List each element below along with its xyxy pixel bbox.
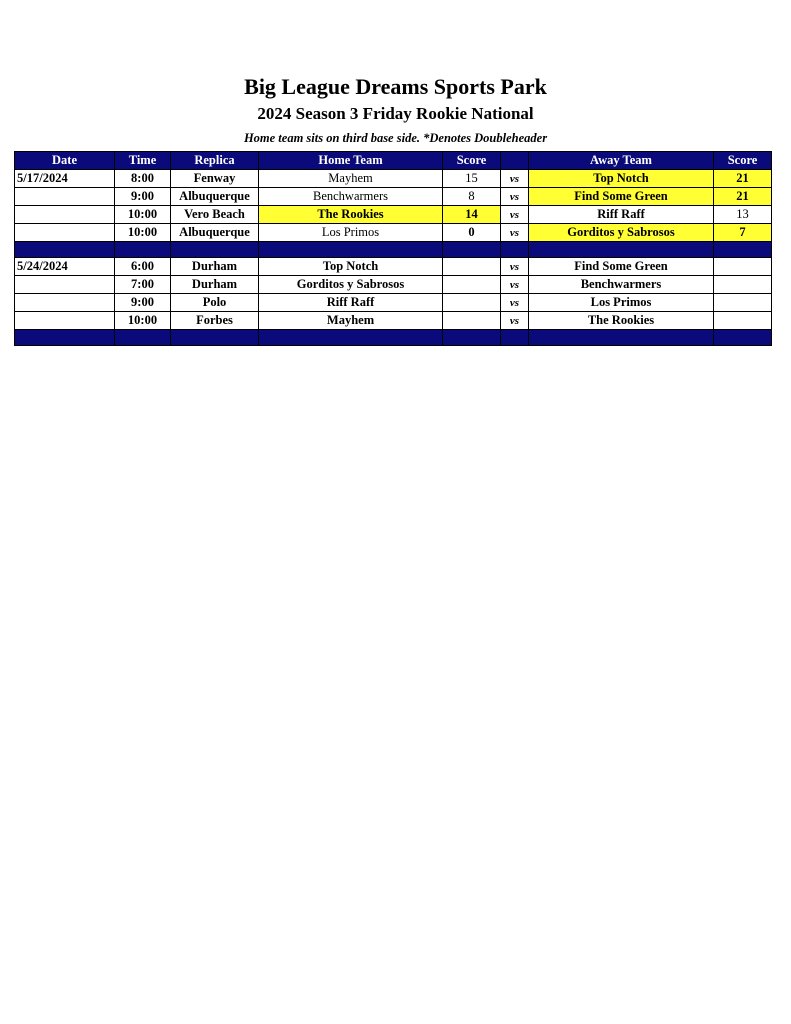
schedule-table [14, 151, 772, 346]
header-row [15, 152, 772, 170]
away-team: Find Some Green [529, 258, 714, 276]
away-score [714, 276, 772, 294]
away-team: The Rookies [529, 312, 714, 330]
home-score [443, 312, 501, 330]
home-team: The Rookies [259, 206, 443, 224]
col-header-home-score: Score [443, 152, 501, 170]
home-score [443, 294, 501, 312]
game-time: 9:00 [115, 188, 171, 206]
vs-label: vs [501, 312, 529, 330]
col-header-time: Time [115, 152, 171, 170]
game-date [15, 206, 115, 224]
away-score: 13 [714, 206, 772, 224]
week-separator [15, 242, 772, 258]
home-team: Los Primos [259, 224, 443, 242]
home-score [443, 258, 501, 276]
game-field: Fenway [171, 170, 259, 188]
home-score: 0 [443, 224, 501, 242]
home-score: 8 [443, 188, 501, 206]
game-row [15, 276, 772, 294]
away-team: Los Primos [529, 294, 714, 312]
game-row [15, 188, 772, 206]
col-header-vs [501, 152, 529, 170]
game-time: 6:00 [115, 258, 171, 276]
game-date: 5/24/2024 [15, 258, 115, 276]
away-team: Gorditos y Sabrosos [529, 224, 714, 242]
game-row [15, 206, 772, 224]
away-team: Top Notch [529, 170, 714, 188]
home-score: 14 [443, 206, 501, 224]
game-field: Durham [171, 258, 259, 276]
away-score: 21 [714, 170, 772, 188]
game-date [15, 224, 115, 242]
game-field: Durham [171, 276, 259, 294]
schedule-subtitle: 2024 Season 3 Friday Rookie National [257, 104, 534, 123]
game-time: 10:00 [115, 312, 171, 330]
game-time: 9:00 [115, 294, 171, 312]
vs-label: vs [501, 224, 529, 242]
away-team: Find Some Green [529, 188, 714, 206]
away-team: Benchwarmers [529, 276, 714, 294]
game-field: Albuquerque [171, 188, 259, 206]
game-time: 10:00 [115, 206, 171, 224]
week-separator [15, 330, 772, 346]
vs-label: vs [501, 294, 529, 312]
home-team: Gorditos y Sabrosos [259, 276, 443, 294]
game-date [15, 276, 115, 294]
game-date [15, 312, 115, 330]
vs-label: vs [501, 206, 529, 224]
game-field: Forbes [171, 312, 259, 330]
home-team: Benchwarmers [259, 188, 443, 206]
col-header-away-score: Score [714, 152, 772, 170]
col-header-date: Date [15, 152, 115, 170]
game-row [15, 312, 772, 330]
away-score [714, 312, 772, 330]
game-time: 10:00 [115, 224, 171, 242]
vs-label: vs [501, 258, 529, 276]
vs-label: vs [501, 276, 529, 294]
away-score: 7 [714, 224, 772, 242]
home-team: Riff Raff [259, 294, 443, 312]
home-score: 15 [443, 170, 501, 188]
col-header-replica: Replica [171, 152, 259, 170]
home-team: Mayhem [259, 170, 443, 188]
game-time: 8:00 [115, 170, 171, 188]
away-score [714, 258, 772, 276]
game-row [15, 170, 772, 188]
home-team: Mayhem [259, 312, 443, 330]
game-date: 5/17/2024 [15, 170, 115, 188]
game-row [15, 294, 772, 312]
game-date [15, 294, 115, 312]
vs-label: vs [501, 170, 529, 188]
game-row [15, 258, 772, 276]
game-field: Polo [171, 294, 259, 312]
col-header-away-team: Away Team [529, 152, 714, 170]
col-header-home-team: Home Team [259, 152, 443, 170]
away-team: Riff Raff [529, 206, 714, 224]
game-time: 7:00 [115, 276, 171, 294]
home-team: Top Notch [259, 258, 443, 276]
game-row [15, 224, 772, 242]
away-score [714, 294, 772, 312]
game-field: Vero Beach [171, 206, 259, 224]
game-field: Albuquerque [171, 224, 259, 242]
game-date [15, 188, 115, 206]
vs-label: vs [501, 188, 529, 206]
away-score: 21 [714, 188, 772, 206]
home-score [443, 276, 501, 294]
page-title: Big League Dreams Sports Park [244, 74, 547, 99]
schedule-note: Home team sits on third base side. *Denotes Doubleheader [243, 131, 548, 145]
